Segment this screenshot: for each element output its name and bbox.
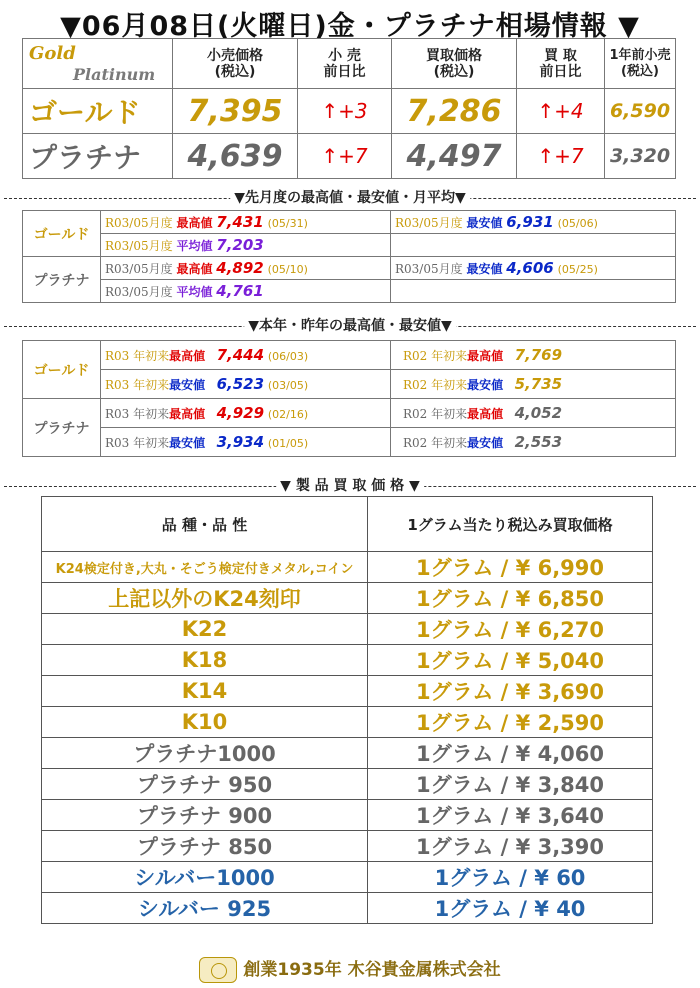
- monthly-gold-high: [101, 211, 391, 234]
- product-name: プラチナ 950: [42, 769, 368, 800]
- yearly-platinum-last-high: [391, 399, 676, 428]
- company-footer: [0, 955, 700, 983]
- col-item-header: 品 種・品 性: [42, 497, 368, 552]
- avg-label: 平均値: [176, 285, 213, 299]
- col-price-header: 1グラム当たり税込み買取価格: [368, 497, 653, 552]
- platinum-name: プラチナ: [23, 134, 173, 179]
- logo-gold-text: Gold: [29, 43, 76, 64]
- product-price: 1グラム / ¥ 60: [368, 862, 653, 893]
- period-label: R02 年初来: [403, 407, 468, 421]
- products-heading-divider: [4, 478, 696, 494]
- avg-label: 平均値: [176, 239, 213, 253]
- high-label: 最高値: [169, 349, 206, 363]
- product-row: [42, 893, 653, 924]
- products-heading: ▼ 製 品 買 取 価 格 ▼: [276, 478, 424, 494]
- yearly-platinum-label: プラチナ: [23, 399, 101, 457]
- period-label: R02 年初来: [403, 436, 468, 450]
- yearly-heading: ▼本年・昨年の最高値・最安値▼: [244, 318, 456, 334]
- product-name: シルバー1000: [42, 862, 368, 893]
- low-date: (05/25): [557, 263, 598, 276]
- high-value: 7,769: [514, 346, 563, 364]
- gold-buy-change: ↑+4: [517, 89, 605, 134]
- high-label: 最高値: [467, 349, 504, 363]
- low-value: 4,606: [506, 259, 554, 277]
- header-retail-change: 小 売 前日比: [298, 39, 392, 89]
- yearly-gold-this-low: [101, 370, 391, 399]
- period-label: R03/05月度: [105, 262, 173, 276]
- period-label: R03/05月度: [395, 262, 463, 276]
- platinum-buy-change: ↑+7: [517, 134, 605, 179]
- product-row: [42, 831, 653, 862]
- product-name: シルバー 925: [42, 893, 368, 924]
- gold-retail-price: 7,395: [173, 89, 298, 134]
- yearly-gold-last-high: [391, 341, 676, 370]
- product-price: 1グラム / ¥ 4,060: [368, 738, 653, 769]
- product-price: 1グラム / ¥ 3,390: [368, 831, 653, 862]
- low-label: 最安値: [169, 436, 206, 450]
- gold-platinum-logo: [23, 39, 173, 89]
- gold-name: ゴールド: [23, 89, 173, 134]
- high-value: 4,892: [216, 259, 264, 277]
- platinum-buy-price: 4,497: [392, 134, 517, 179]
- period-label: R02 年初来: [403, 378, 468, 392]
- yearly-platinum-last-low: [391, 428, 676, 457]
- period-label: R03 年初来: [105, 436, 170, 450]
- product-price: 1グラム / ¥ 6,270: [368, 614, 653, 645]
- product-row: [42, 800, 653, 831]
- monthly-platinum-high: [101, 257, 391, 280]
- product-row: [42, 769, 653, 800]
- company-seal-icon: [199, 957, 237, 983]
- gold-price-row: [23, 89, 676, 134]
- product-price: 1グラム / ¥ 3,690: [368, 676, 653, 707]
- period-label: R03 年初来: [105, 407, 170, 421]
- low-label: 最安値: [467, 378, 504, 392]
- monthly-heading-divider: [4, 190, 696, 206]
- product-name: プラチナ 900: [42, 800, 368, 831]
- low-label: 最安値: [169, 378, 206, 392]
- avg-value: 7,203: [216, 236, 264, 254]
- header-buy: 買取価格 (税込): [392, 39, 517, 89]
- yearly-gold-this-high: [101, 341, 391, 370]
- low-date: (05/06): [557, 217, 598, 230]
- period-label: R03/05月度: [395, 216, 463, 230]
- high-date: (05/31): [267, 217, 308, 230]
- avg-value: 4,761: [216, 282, 264, 300]
- monthly-gold-label: ゴールド: [23, 211, 101, 257]
- monthly-platinum-low: [391, 257, 676, 280]
- platinum-retail-price: 4,639: [173, 134, 298, 179]
- empty-cell: [391, 280, 676, 303]
- high-label: 最高値: [169, 407, 206, 421]
- product-name: K18: [42, 645, 368, 676]
- product-price: 1グラム / ¥ 40: [368, 893, 653, 924]
- product-row: [42, 645, 653, 676]
- product-row: [42, 738, 653, 769]
- yearly-platinum-this-low: [101, 428, 391, 457]
- product-row: [42, 676, 653, 707]
- high-label: 最高値: [176, 216, 213, 230]
- period-label: R03/05月度: [105, 285, 173, 299]
- gold-retail-change: ↑+3: [298, 89, 392, 134]
- gold-buy-price: 7,286: [392, 89, 517, 134]
- yearly-gold-label: ゴールド: [23, 341, 101, 399]
- product-price: 1グラム / ¥ 3,840: [368, 769, 653, 800]
- low-value: 3,934: [216, 433, 265, 451]
- low-date: (03/05): [267, 379, 309, 392]
- product-name: プラチナ1000: [42, 738, 368, 769]
- low-label: 最安値: [467, 436, 504, 450]
- product-name: 上記以外のK24刻印: [42, 583, 368, 614]
- product-row: [42, 552, 653, 583]
- high-label: 最高値: [467, 407, 504, 421]
- page-title: ▼06月08日(火曜日)金・プラチナ相場情報 ▼: [60, 11, 640, 42]
- high-label: 最高値: [176, 262, 213, 276]
- logo-platinum-text: Platinum: [73, 65, 156, 84]
- period-label: R03/05月度: [105, 216, 173, 230]
- period-label: R03 年初来: [105, 378, 170, 392]
- price-table: [22, 38, 676, 179]
- period-label: R03 年初来: [105, 349, 170, 363]
- high-value: 7,444: [216, 346, 265, 364]
- product-price-table: [41, 496, 653, 924]
- product-price: 1グラム / ¥ 6,850: [368, 583, 653, 614]
- platinum-year-ago: 3,320: [605, 134, 676, 179]
- yearly-gold-last-low: [391, 370, 676, 399]
- monthly-gold-avg: [101, 234, 391, 257]
- product-name: K22: [42, 614, 368, 645]
- low-label: 最安値: [466, 216, 503, 230]
- product-row: [42, 862, 653, 893]
- high-value: 4,929: [216, 404, 265, 422]
- product-row: [42, 707, 653, 738]
- company-name: 創業1935年 木谷貴金属株式会社: [243, 960, 501, 980]
- platinum-retail-change: ↑+7: [298, 134, 392, 179]
- period-label: R03/05月度: [105, 239, 173, 253]
- yearly-stats-table: [22, 340, 676, 457]
- header-buy-change: 買 取 前日比: [517, 39, 605, 89]
- low-value: 6,931: [506, 213, 554, 231]
- high-value: 7,431: [216, 213, 264, 231]
- monthly-platinum-label: プラチナ: [23, 257, 101, 303]
- product-row: [42, 583, 653, 614]
- product-row: [42, 614, 653, 645]
- yearly-heading-divider: [4, 318, 696, 334]
- high-date: (02/16): [267, 408, 309, 421]
- low-label: 最安値: [466, 262, 503, 276]
- empty-cell: [391, 234, 676, 257]
- product-price: 1グラム / ¥ 5,040: [368, 645, 653, 676]
- monthly-heading: ▼先月度の最高値・最安値・月平均▼: [230, 190, 470, 206]
- product-name: K10: [42, 707, 368, 738]
- header-retail: 小売価格 (税込): [173, 39, 298, 89]
- low-value: 6,523: [216, 375, 265, 393]
- high-date: (06/03): [267, 350, 309, 363]
- product-price: 1グラム / ¥ 3,640: [368, 800, 653, 831]
- product-name: K24検定付き,大丸・そごう検定付きメタル,コイン: [42, 552, 368, 583]
- low-value: 2,553: [514, 433, 563, 451]
- monthly-gold-low: [391, 211, 676, 234]
- high-value: 4,052: [514, 404, 563, 422]
- yearly-platinum-this-high: [101, 399, 391, 428]
- period-label: R02 年初来: [403, 349, 468, 363]
- low-value: 5,735: [514, 375, 563, 393]
- product-name: プラチナ 850: [42, 831, 368, 862]
- platinum-price-row: [23, 134, 676, 179]
- header-year-ago: 1年前小売 (税込): [605, 39, 676, 89]
- product-price: 1グラム / ¥ 2,590: [368, 707, 653, 738]
- product-name: K14: [42, 676, 368, 707]
- monthly-stats-table: [22, 210, 676, 303]
- low-date: (01/05): [267, 437, 309, 450]
- product-price: 1グラム / ¥ 6,990: [368, 552, 653, 583]
- gold-year-ago: 6,590: [605, 89, 676, 134]
- high-date: (05/10): [267, 263, 308, 276]
- monthly-platinum-avg: [101, 280, 391, 303]
